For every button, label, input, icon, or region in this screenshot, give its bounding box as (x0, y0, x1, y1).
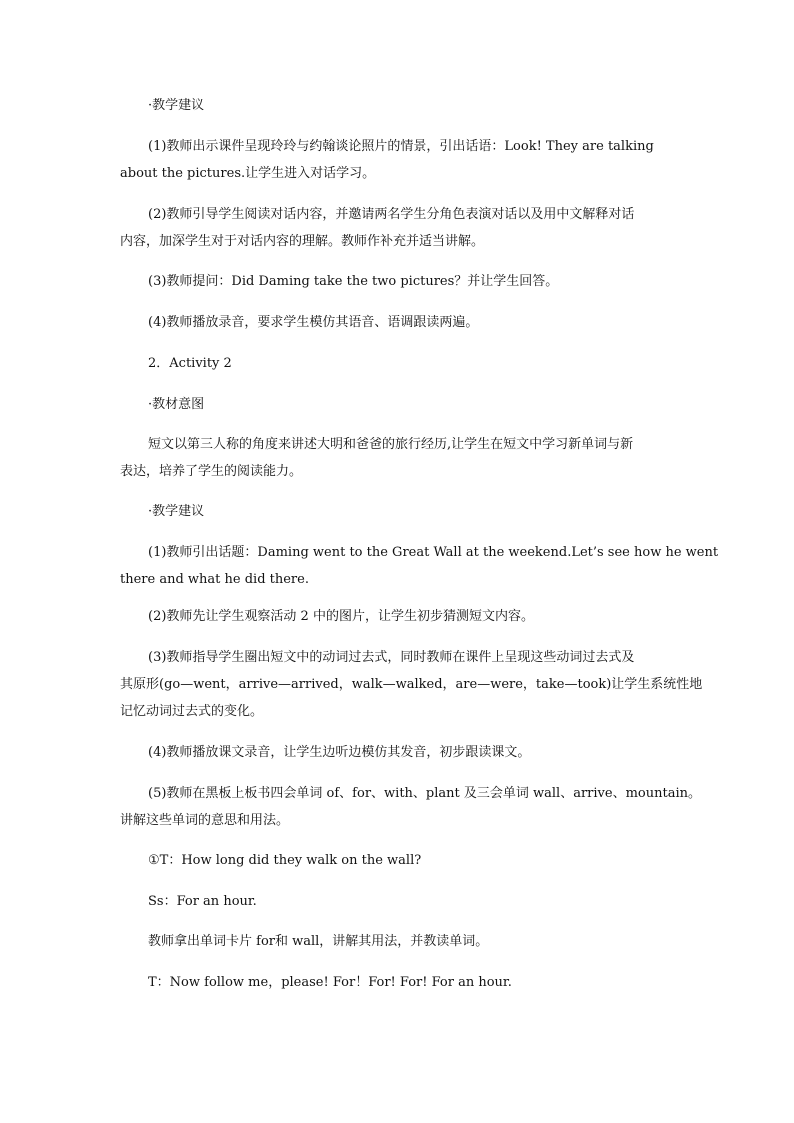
paragraph-10 (120, 780, 701, 834)
heading-teaching-suggestion-2 (120, 498, 680, 525)
dialogue-line-teacher-question (120, 847, 680, 874)
text-line: (5)教师在黑板上板书四会单词 of、for、with、plant 及三会单词 wall、arrive、mountain。 (148, 786, 701, 801)
text-line: ①T：How long did they walk on the wall? (148, 853, 422, 868)
text-line: 2．Activity 2 (148, 356, 232, 371)
text-line: 短文以第三人称的角度来讲述大明和爸爸的旅行经历,让学生在短文中学习新单词与新 (148, 437, 634, 452)
paragraph-7 (120, 603, 680, 630)
paragraph-9 (120, 739, 680, 766)
text-line: (3)教师指导学生圈出短文中的动词过去式，同时教师在课件上呈现这些动词过去式及 (148, 650, 635, 665)
text-line: (2)教师先让学生观察活动 2 中的图片，让学生初步猜测短文内容。 (148, 609, 534, 624)
dialogue-line-students-answer (120, 888, 680, 915)
text-line: ·教学建议 (148, 504, 205, 519)
heading-material-intent (120, 391, 680, 418)
heading-teaching-suggestion (120, 92, 680, 119)
text-line: ·教材意图 (148, 397, 205, 412)
paragraph-5 (120, 431, 680, 485)
text-line: T：Now follow me，please! For！For! For! For an hour. (148, 975, 512, 990)
text-line: 内容，加深学生对于对话内容的理解。教师作补充并适当讲解。 (120, 234, 485, 249)
text-line: (3)教师提问：Did Daming take the two pictures？并让学生回答。 (148, 274, 559, 289)
text-line: (4)教师播放课文录音，让学生边听边模仿其发音，初步跟读课文。 (148, 745, 531, 760)
text-line: 讲解这些单词的意思和用法。 (120, 813, 290, 828)
paragraph-4 (120, 309, 680, 336)
paragraph-2 (120, 201, 680, 255)
text-line: (4)教师播放录音，要求学生模仿其语音、语调跟读两遍。 (148, 315, 479, 330)
section-heading-activity-2 (120, 350, 680, 377)
paragraph-6 (120, 539, 719, 593)
text-line: about the pictures.让学生进入对话学习。 (120, 166, 376, 181)
text-line: Ss：For an hour. (148, 894, 257, 909)
paragraph-3 (120, 268, 680, 295)
dialogue-line-teacher-follow (120, 969, 680, 996)
text-line: 记忆动词过去式的变化。 (120, 704, 264, 719)
paragraph-1 (120, 133, 680, 187)
text-line: (1)教师出示课件呈现玲玲与约翰谈论照片的情景，引出话语：Look! They are talking (148, 139, 654, 154)
text-line: there and what he did there. (120, 572, 309, 587)
paragraph-11 (120, 928, 680, 955)
text-line: ·教学建议 (148, 98, 205, 113)
text-line: 其原形(go—went，arrive—arrived，walk—walked，are—were，take—took)让学生系统性地 (120, 677, 703, 692)
paragraph-8 (120, 644, 703, 725)
text-line: (2)教师引导学生阅读对话内容，并邀请两名学生分角色表演对话以及用中文解释对话 (148, 207, 635, 222)
text-line: 教师拿出单词卡片 for和 wall，讲解其用法，并教读单词。 (148, 934, 489, 949)
text-line: (1)教师引出话题：Daming went to the Great Wall at the weekend.Let’s see how he went (148, 545, 719, 560)
text-line: 表达，培养了学生的阅读能力。 (120, 464, 303, 479)
